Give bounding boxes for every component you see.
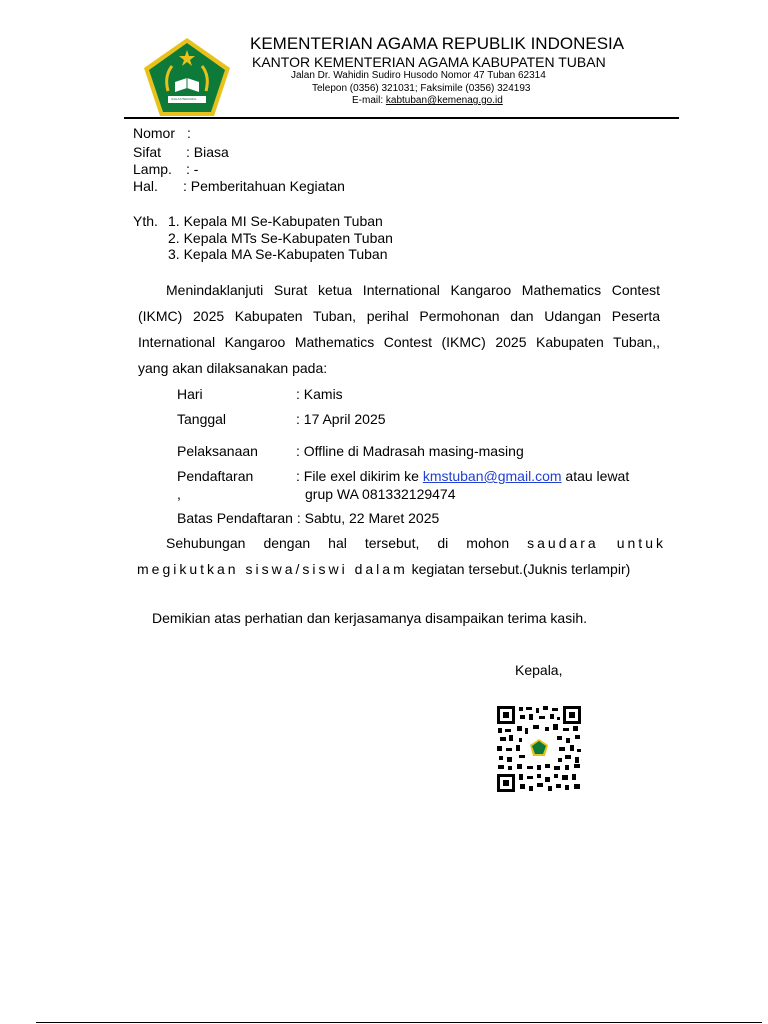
header-divider: [124, 117, 679, 119]
para2-line1: [166, 535, 666, 551]
office-email-link[interactable]: kabtuban@kemenag.go.id: [385, 95, 503, 106]
para2-line2-wide: megikutkan siswa/siswi dalam: [137, 561, 408, 577]
signature-title: Kepala,: [515, 662, 563, 678]
para1-line: International Kangaroo Mathematics Contest (IKMC) 2025 Kabupaten Tuban,,: [138, 334, 660, 350]
lamp-label: Lamp.: [133, 161, 172, 177]
tanggal-value: : 17 April 2025: [296, 411, 386, 427]
hal-value: : Pemberitahuan Kegiatan: [183, 178, 345, 194]
para2-line2: [137, 561, 630, 577]
office-email-line: [352, 95, 503, 106]
para2-word: untuk: [616, 535, 666, 551]
closing-sentence: Demikian atas perhatian dan kerjasamanya disampaikan terima kasih.: [152, 610, 587, 626]
recipient-item: 1. Kepala MI Se-Kabupaten Tuban: [168, 213, 383, 229]
pendaftaran-value: [296, 468, 629, 484]
pelaksanaan-label: Pelaksanaan: [177, 443, 258, 459]
email-label: E-mail:: [352, 95, 384, 106]
office-address: Jalan Dr. Wahidin Sudiro Husodo Nomor 47 Tuban 62314: [291, 70, 546, 81]
sifat-value: : Biasa: [186, 144, 229, 160]
tanggal-label: Tanggal: [177, 411, 227, 427]
recipient-item: 2. Kepala MTs Se-Kabupaten Tuban: [168, 230, 393, 246]
batas-pendaftaran: Batas Pendaftaran : Sabtu, 22 Maret 2025: [177, 510, 440, 526]
para2-word: dengan: [263, 535, 311, 551]
para2-line2-rest: kegiatan tersebut.(Juknis terlampir): [407, 561, 631, 577]
pendaftaran-label: Pendaftaran: [177, 468, 254, 484]
yth-label: Yth.: [133, 213, 158, 229]
signature-qr-code: [495, 704, 583, 794]
kemenag-logo: [142, 36, 232, 118]
hari-value: : Kamis: [296, 386, 343, 402]
pendaftaran-comma: ,: [177, 486, 181, 502]
office-title: KANTOR KEMENTERIAN AGAMA KABUPATEN TUBAN: [252, 54, 606, 70]
contest-email-link[interactable]: kmstuban@gmail.com: [422, 468, 562, 484]
office-phone: Telepon (0356) 321031; Faksimile (0356) 324193: [312, 83, 531, 94]
pendaftaran-prefix: : File exel dikirim ke: [296, 468, 423, 484]
para1-line: Menindaklanjuti Surat ketua International Kangaroo Mathematics Contest: [166, 282, 660, 298]
footer-divider: [36, 1022, 762, 1023]
para2-word: saudara: [527, 535, 599, 551]
sifat-label: Sifat: [133, 144, 162, 160]
para1-line: (IKMC) 2025 Kabupaten Tuban, perihal Permohonan dan Udangan Peserta: [138, 308, 660, 324]
recipient-item: 3. Kepala MA Se-Kabupaten Tuban: [168, 246, 388, 262]
nomor-label: Nomor: [133, 125, 176, 141]
para1-line: yang akan dilaksanakan pada:: [138, 360, 328, 376]
nomor-value: :: [187, 125, 191, 141]
logo-motto: IKHLAS BERAMAL: [171, 97, 197, 101]
pendaftaran-whatsapp: grup WA 081332129474: [305, 486, 456, 502]
pendaftaran-suffix: atau lewat: [561, 468, 630, 484]
pelaksanaan-value: : Offline di Madrasah masing-masing: [296, 443, 524, 459]
hari-label: Hari: [177, 386, 203, 402]
ministry-title: KEMENTERIAN AGAMA REPUBLIK INDONESIA: [250, 34, 625, 53]
para2-word: hal: [328, 535, 347, 551]
hal-label: Hal.: [133, 178, 158, 194]
lamp-value: : -: [186, 161, 199, 177]
para2-word: di: [437, 535, 449, 551]
para2-word: Sehubungan: [166, 535, 246, 551]
para2-word: tersebut,: [364, 535, 420, 551]
para2-word: mohon: [466, 535, 510, 551]
